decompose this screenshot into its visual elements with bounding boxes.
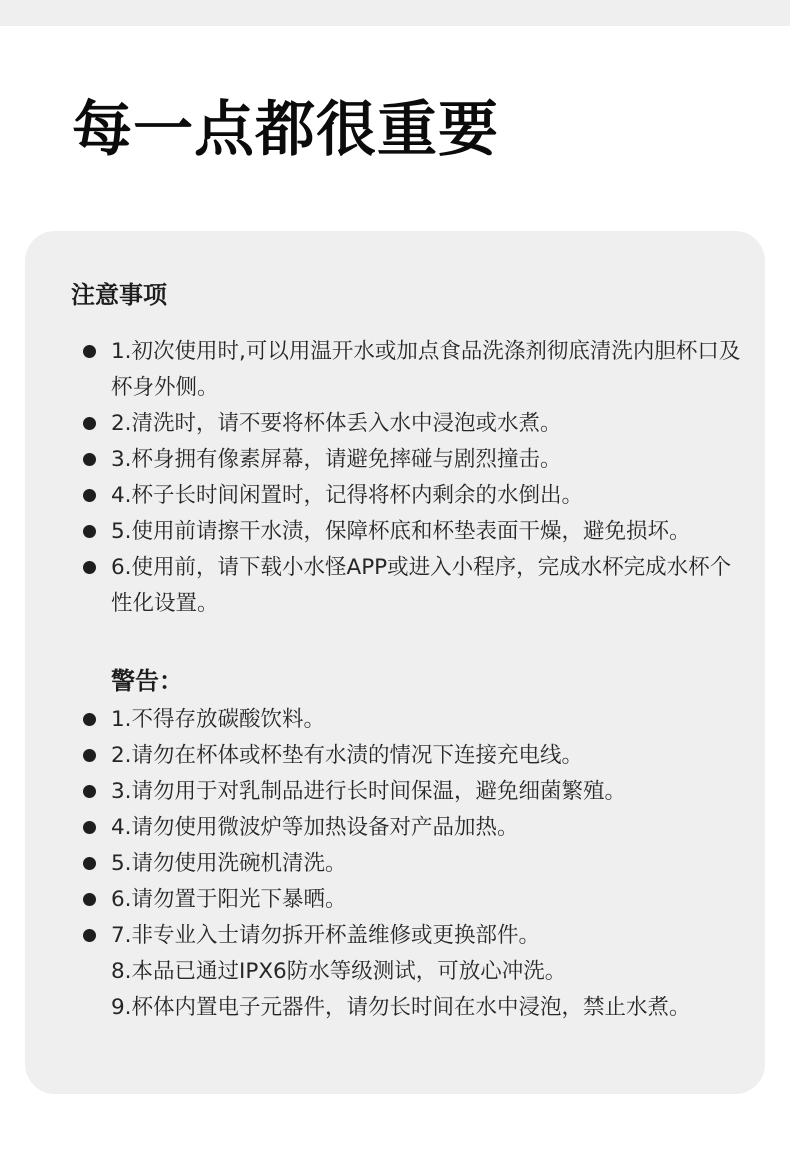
- warning-item-text: 5.请勿使用洗碗机清洗。: [111, 851, 347, 876]
- bullet-dot-icon: [83, 785, 96, 798]
- note-item-text: 6.使用前，请下载小水怪APP或进入小程序，完成水杯完成水杯个性化设置。: [111, 555, 732, 616]
- notice-card: [25, 231, 765, 1094]
- notes-list: [25, 334, 765, 622]
- warning-item: [25, 846, 743, 882]
- note-item-text: 1.初次使用时,可以用温开水或加点食品洗涤剂彻底清洗内胆杯口及杯身外侧。: [111, 339, 741, 400]
- bullet-dot-icon: [83, 857, 96, 870]
- note-item-text: 5.使用前请擦干水渍，保障杯底和杯垫表面干燥，避免损坏。: [111, 519, 691, 544]
- warning-item: [25, 882, 743, 918]
- top-band: [0, 0, 790, 26]
- bullet-dot-icon: [83, 821, 96, 834]
- warnings-heading: 警告：: [111, 667, 183, 695]
- bullet-dot-icon: [83, 749, 96, 762]
- note-item-text: 3.杯身拥有像素屏幕，请避免摔碰与剧烈撞击。: [111, 447, 562, 472]
- bullet-dot-icon: [83, 713, 96, 726]
- warning-item: [25, 990, 743, 1026]
- warning-item: [25, 918, 743, 954]
- warnings-list: [25, 702, 765, 1026]
- warning-item-text: 3.请勿用于对乳制品进行长时间保温，避免细菌繁殖。: [111, 779, 627, 804]
- warning-item-text: 8.本品已通过IPX6防水等级测试，可放心冲洗。: [111, 959, 567, 984]
- note-item-text: 4.杯子长时间闲置时，记得将杯内剩余的水倒出。: [111, 483, 584, 508]
- bullet-dot-icon: [83, 525, 96, 538]
- warning-item: [25, 774, 743, 810]
- note-item: [25, 550, 743, 622]
- warning-item: [25, 810, 743, 846]
- bullet-dot-icon: [83, 489, 96, 502]
- warning-item: [25, 954, 743, 990]
- note-item: [25, 334, 743, 406]
- bullet-dot-icon: [83, 417, 96, 430]
- page-title: 每一点都很重要: [72, 95, 499, 165]
- note-item-text: 2.清洗时，请不要将杯体丢入水中浸泡或水煮。: [111, 411, 562, 436]
- note-item: [25, 406, 743, 442]
- bullet-dot-icon: [83, 345, 96, 358]
- warning-item-text: 6.请勿置于阳光下暴晒。: [111, 887, 347, 912]
- bullet-dot-icon: [83, 561, 96, 574]
- note-item: [25, 478, 743, 514]
- bullet-dot-icon: [83, 893, 96, 906]
- warning-item: [25, 738, 743, 774]
- note-item: [25, 514, 743, 550]
- notes-heading: 注意事项: [71, 281, 167, 309]
- warning-item: [25, 702, 743, 738]
- bullet-dot-icon: [83, 453, 96, 466]
- warning-item-text: 4.请勿使用微波炉等加热设备对产品加热。: [111, 815, 519, 840]
- warning-item-text: 1.不得存放碳酸饮料。: [111, 707, 326, 732]
- bullet-dot-icon: [83, 929, 96, 942]
- warning-item-text: 2.请勿在杯体或杯垫有水渍的情况下连接充电线。: [111, 743, 584, 768]
- warning-item-text: 9.杯体内置电子元器件，请勿长时间在水中浸泡，禁止水煮。: [111, 995, 691, 1020]
- note-item: [25, 442, 743, 478]
- warning-item-text: 7.非专业入士请勿拆开杯盖维修或更换部件。: [111, 923, 541, 948]
